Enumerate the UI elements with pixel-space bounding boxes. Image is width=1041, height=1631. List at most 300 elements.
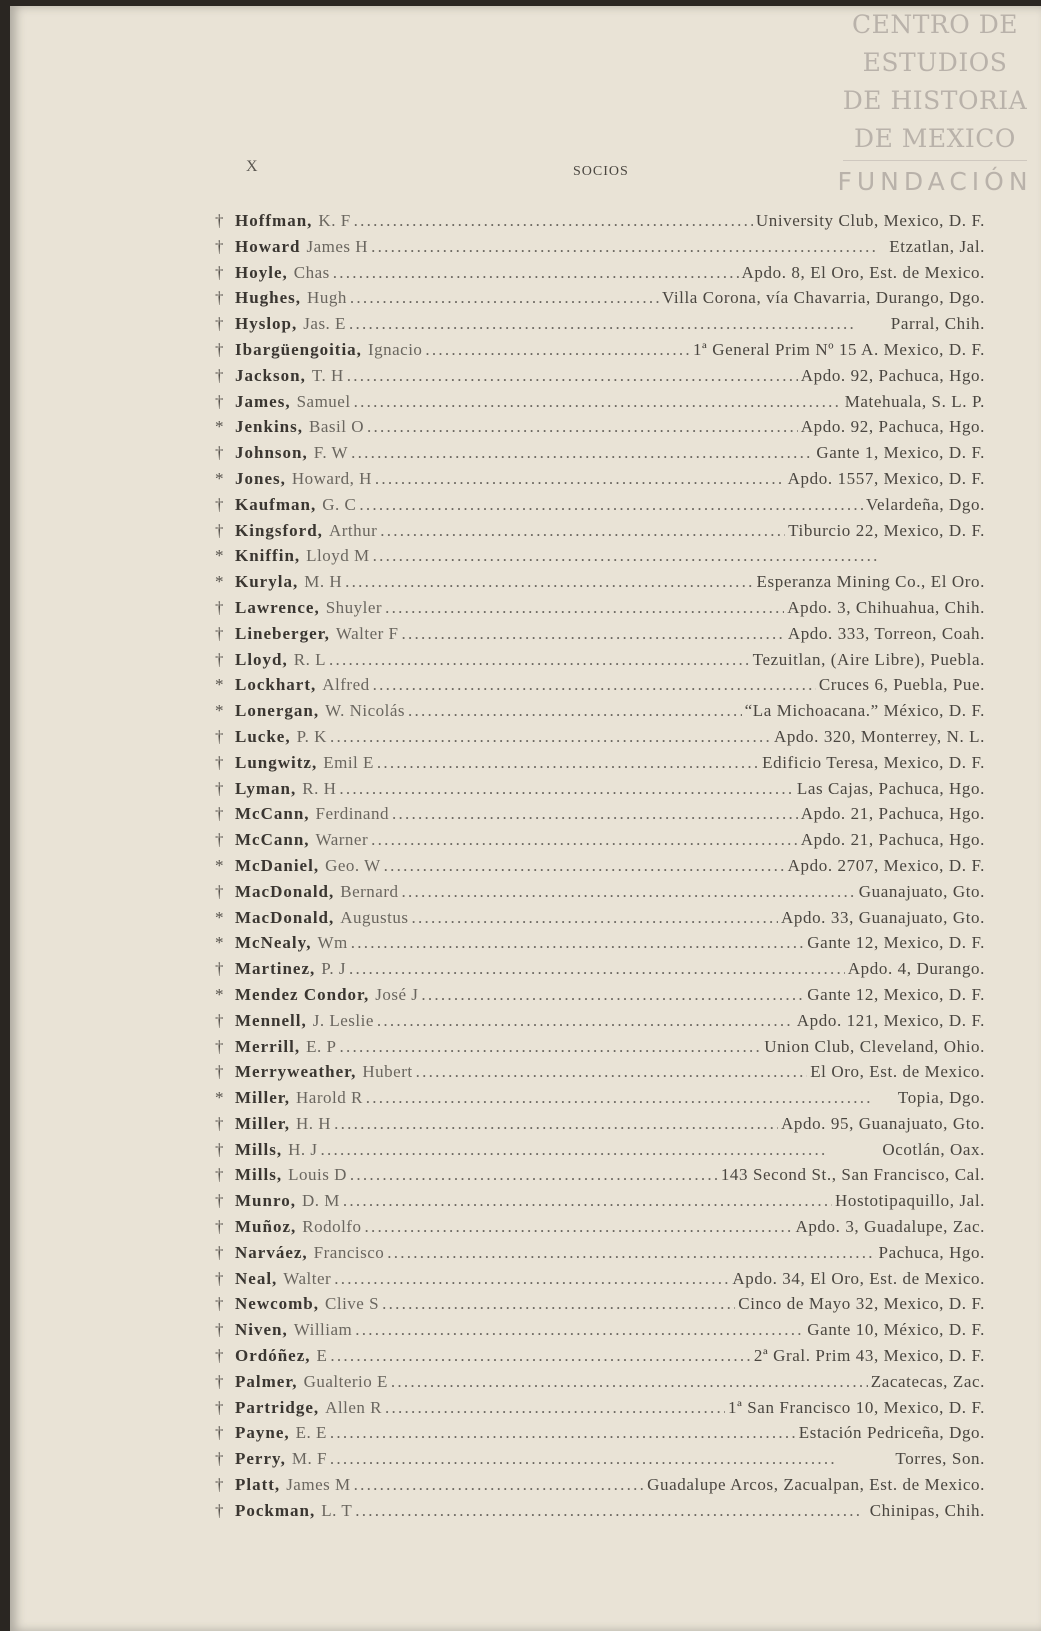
- member-surname: Hoffman,: [235, 211, 313, 230]
- membership-mark: †: [215, 726, 224, 746]
- membership-mark: *: [215, 572, 224, 592]
- membership-mark: †: [215, 1475, 224, 1495]
- member-row: [215, 572, 985, 598]
- member-address: 2ª Gral. Prim 43, Mexico, D. F.: [753, 1346, 985, 1366]
- member-surname: Mills,: [235, 1139, 283, 1159]
- member-surname: Kniffin,: [235, 546, 301, 566]
- membership-mark: †: [215, 262, 224, 282]
- member-row: [215, 417, 985, 443]
- member-row: [215, 1165, 985, 1191]
- member-surname: Jones,: [235, 468, 286, 488]
- membership-mark: †: [215, 1217, 224, 1237]
- member-row: [215, 340, 985, 366]
- membership-mark: †: [215, 1268, 224, 1288]
- member-row: [215, 908, 985, 934]
- member-row: [215, 1346, 985, 1372]
- member-address: Gante 10, México, D. F.: [807, 1320, 985, 1340]
- member-given-name: E. E: [295, 1423, 327, 1443]
- member-row: [215, 1398, 985, 1424]
- membership-mark: †: [215, 597, 224, 617]
- member-given-name: José J: [375, 984, 419, 1004]
- member-row: [215, 624, 985, 650]
- member-address: 143 Second St., San Francisco, Cal.: [720, 1165, 985, 1185]
- member-surname: Hoyle,: [235, 262, 288, 282]
- membership-mark: †: [215, 288, 224, 308]
- member-given-name: H. J: [288, 1139, 318, 1159]
- member-address: 1ª General Prim Nº 15 A. Mexico, D. F.: [692, 339, 985, 359]
- membership-mark: †: [215, 1371, 224, 1391]
- member-row: [215, 392, 985, 418]
- member-address: Apdo. 8, El Oro, Est. de Mexico.: [741, 262, 985, 282]
- member-row: [215, 314, 985, 340]
- member-address: Matehuala, S. L. P.: [844, 391, 985, 411]
- membership-mark: †: [215, 1165, 224, 1185]
- dot-leader: [354, 211, 753, 231]
- dot-leader: [334, 1269, 729, 1289]
- member-address: Gante 12, Mexico, D. F.: [807, 933, 985, 953]
- dot-leader: [373, 546, 982, 566]
- member-given-name: James M: [286, 1475, 351, 1495]
- member-row: [215, 1011, 985, 1037]
- member-row: [215, 779, 985, 805]
- member-given-name: Arthur: [328, 520, 378, 540]
- member-given-name: James H: [306, 236, 369, 256]
- member-surname: Munro,: [235, 1191, 296, 1211]
- member-surname: McCann,: [235, 804, 310, 824]
- member-surname: MacDonald,: [235, 881, 335, 901]
- member-row: [215, 366, 985, 392]
- member-surname: Jenkins,: [235, 417, 303, 437]
- member-given-name: H. H: [296, 1113, 332, 1133]
- membership-mark: †: [215, 1423, 224, 1443]
- membership-mark: †: [215, 314, 224, 334]
- member-address: Union Club, Cleveland, Ohio.: [764, 1036, 985, 1056]
- member-address: Hostotipaquillo, Jal.: [834, 1191, 985, 1211]
- member-address: Las Cajas, Pachuca, Hgo.: [796, 778, 985, 798]
- member-surname: Merrill,: [235, 1036, 301, 1056]
- dot-leader: [425, 340, 690, 360]
- member-address: Gante 1, Mexico, D. F.: [816, 443, 985, 463]
- membership-mark: *: [215, 546, 224, 566]
- member-given-name: Warner: [315, 830, 369, 850]
- dot-leader: [355, 1501, 867, 1521]
- member-surname: McDaniel,: [235, 855, 320, 875]
- member-address: Velardeña, Dgo.: [866, 494, 985, 514]
- member-address: Apdo. 2707, Mexico, D. F.: [787, 855, 985, 875]
- member-address: University Club, Mexico, D. F.: [755, 211, 985, 230]
- member-given-name: Bernard: [340, 881, 399, 901]
- member-surname: Lloyd,: [235, 649, 288, 669]
- member-address: “La Michoacana.” México, D. F.: [744, 701, 985, 721]
- stamp-line: DE MEXICO: [854, 124, 1016, 153]
- member-given-name: J. Leslie: [312, 1010, 374, 1030]
- membership-mark: †: [215, 1346, 224, 1366]
- member-surname: Miller,: [235, 1088, 290, 1108]
- member-row: [215, 1501, 985, 1527]
- member-row: [215, 675, 985, 701]
- membership-mark: †: [215, 649, 224, 669]
- dot-leader: [401, 624, 784, 644]
- member-address: Edificio Teresa, Mexico, D. F.: [762, 752, 985, 772]
- member-address: Apdo. 333, Torreon, Coah.: [787, 623, 985, 643]
- membership-mark: †: [215, 804, 224, 824]
- member-row: [215, 1217, 985, 1243]
- dot-leader: [347, 366, 798, 386]
- membership-mark: †: [215, 1010, 224, 1030]
- stamp-line: DE HISTORIA: [842, 86, 1028, 115]
- member-given-name: D. M: [301, 1191, 340, 1211]
- member-address: Guanajuato, Gto.: [858, 881, 985, 901]
- member-row: [215, 985, 985, 1011]
- dot-leader: [366, 1088, 895, 1108]
- member-address: El Oro, Est. de Mexico.: [810, 1062, 985, 1082]
- membership-mark: †: [215, 236, 224, 256]
- member-surname: James,: [235, 391, 291, 411]
- dot-leader: [334, 1114, 778, 1134]
- member-surname: Ibargüengoitia,: [235, 339, 362, 359]
- member-given-name: Louis D: [288, 1165, 347, 1185]
- member-address: Apdo. 3, Chihuahua, Chih.: [787, 597, 985, 617]
- dot-leader: [385, 1398, 725, 1418]
- member-row: [215, 727, 985, 753]
- member-surname: Partridge,: [235, 1397, 320, 1417]
- dot-leader: [371, 237, 886, 257]
- dot-leader: [371, 830, 798, 850]
- member-given-name: Emil E: [323, 752, 374, 772]
- member-address: Apdo. 21, Pachuca, Hgo.: [800, 830, 985, 850]
- dot-leader: [382, 1294, 735, 1314]
- member-address: Apdo. 33, Guanajuato, Gto.: [781, 907, 985, 927]
- member-given-name: Alfred: [322, 675, 370, 695]
- archive-stamp: [835, 6, 1035, 201]
- dot-leader: [330, 1449, 892, 1469]
- member-surname: Jackson,: [235, 365, 306, 385]
- dot-leader: [343, 1191, 832, 1211]
- dot-leader: [377, 1011, 794, 1031]
- membership-mark: †: [215, 391, 224, 411]
- dot-leader: [333, 263, 739, 283]
- membership-mark: †: [215, 778, 224, 798]
- membership-mark: *: [215, 1088, 224, 1108]
- membership-mark: †: [215, 1062, 224, 1082]
- member-given-name: P. K: [296, 726, 327, 746]
- member-given-name: Geo. W: [325, 855, 381, 875]
- member-surname: Lucke,: [235, 726, 291, 746]
- member-surname: Lockhart,: [235, 675, 317, 695]
- member-row: [215, 1088, 985, 1114]
- member-surname: Johnson,: [235, 443, 308, 463]
- member-address: Cinco de Mayo 32, Mexico, D. F.: [738, 1294, 985, 1314]
- member-given-name: P. J: [321, 959, 346, 979]
- membership-mark: *: [215, 984, 224, 1004]
- member-address: Apdo. 92, Pachuca, Hgo.: [800, 417, 985, 437]
- dot-leader: [380, 521, 785, 541]
- dot-leader: [421, 985, 804, 1005]
- member-address: 1ª San Francisco 10, Mexico, D. F.: [728, 1397, 985, 1417]
- member-row: [215, 546, 985, 572]
- member-surname: Pockman,: [235, 1500, 316, 1520]
- member-address: Apdo. 34, El Oro, Est. de Mexico.: [732, 1268, 985, 1288]
- member-given-name: Ignacio: [367, 339, 423, 359]
- member-surname: Lyman,: [235, 778, 297, 798]
- member-address: Tezuitlan, (Aire Libre), Puebla.: [752, 649, 985, 669]
- member-row: [215, 1320, 985, 1346]
- dot-leader: [411, 908, 778, 928]
- membership-mark: †: [215, 1397, 224, 1417]
- member-row: [215, 443, 985, 469]
- dot-leader: [330, 1346, 750, 1366]
- member-surname: Lineberger,: [235, 623, 330, 643]
- member-row: [215, 1243, 985, 1269]
- member-row: [215, 211, 985, 237]
- member-surname: Hughes,: [235, 288, 302, 308]
- member-address: Zacatecas, Zac.: [870, 1371, 985, 1391]
- member-given-name: Francisco: [313, 1242, 385, 1262]
- dot-leader: [350, 288, 659, 308]
- dot-leader: [355, 1320, 804, 1340]
- member-address: Apdo. 21, Pachuca, Hgo.: [800, 804, 985, 824]
- membership-mark: †: [215, 1242, 224, 1262]
- membership-mark: *: [215, 855, 224, 875]
- stamp-foundation: FUNDACIÓN: [837, 167, 1033, 196]
- member-row: [215, 701, 985, 727]
- running-title: SOCIOS: [573, 164, 629, 179]
- member-given-name: Lloyd M: [306, 546, 370, 566]
- dot-leader: [321, 1140, 880, 1160]
- member-surname: MacDonald,: [235, 907, 335, 927]
- member-row: [215, 288, 985, 314]
- membership-mark: *: [215, 675, 224, 695]
- dot-leader: [354, 1475, 645, 1495]
- stamp-line: CENTRO DE: [852, 10, 1018, 39]
- member-given-name: M. H: [304, 572, 343, 592]
- member-address: Ocotlán, Oax.: [882, 1139, 985, 1159]
- member-row: [215, 650, 985, 676]
- dot-leader: [367, 417, 798, 437]
- member-surname: Lonergan,: [235, 701, 320, 721]
- member-list: [215, 211, 985, 1527]
- dot-leader: [339, 779, 793, 799]
- membership-mark: †: [215, 752, 224, 772]
- member-given-name: Augustus: [340, 907, 409, 927]
- member-address: Apdo. 3, Guadalupe, Zac.: [795, 1217, 985, 1237]
- member-address: Chinipas, Chih.: [869, 1500, 985, 1520]
- member-given-name: William: [293, 1320, 353, 1340]
- member-row: [215, 469, 985, 495]
- member-given-name: Jas. E: [303, 314, 346, 334]
- member-row: [215, 598, 985, 624]
- member-surname: Mendez Condor,: [235, 984, 370, 1004]
- membership-mark: †: [215, 830, 224, 850]
- member-row: [215, 1294, 985, 1320]
- member-address: Torres, Son.: [895, 1449, 985, 1469]
- member-surname: Platt,: [235, 1475, 281, 1495]
- membership-mark: †: [215, 443, 224, 463]
- member-surname: Payne,: [235, 1423, 290, 1443]
- member-given-name: Rodolfo: [302, 1217, 362, 1237]
- member-address: Apdo. 121, Mexico, D. F.: [796, 1010, 985, 1030]
- member-row: [215, 856, 985, 882]
- membership-mark: †: [215, 339, 224, 359]
- member-row: [215, 1269, 985, 1295]
- member-given-name: E: [316, 1346, 328, 1366]
- dot-leader: [339, 1037, 761, 1057]
- dot-leader: [392, 804, 798, 824]
- membership-mark: †: [215, 520, 224, 540]
- member-given-name: Harold R: [296, 1088, 363, 1108]
- membership-mark: †: [215, 1191, 224, 1211]
- membership-mark: †: [215, 494, 224, 514]
- member-given-name: Allen R: [325, 1397, 382, 1417]
- member-given-name: Walter F: [335, 623, 399, 643]
- member-row: [215, 495, 985, 521]
- member-surname: McCann,: [235, 830, 310, 850]
- dot-leader: [373, 675, 816, 695]
- member-given-name: L. T: [321, 1500, 353, 1520]
- dot-leader: [385, 598, 784, 618]
- member-address: Etzatlan, Jal.: [889, 236, 985, 256]
- dot-leader: [375, 469, 785, 489]
- member-row: [215, 521, 985, 547]
- member-row: [215, 882, 985, 908]
- dot-leader: [330, 727, 771, 747]
- membership-mark: *: [215, 468, 224, 488]
- member-address: Esperanza Mining Co., El Oro.: [756, 572, 985, 592]
- member-address: Tiburcio 22, Mexico, D. F.: [788, 520, 985, 540]
- member-surname: Lawrence,: [235, 597, 320, 617]
- member-surname: Palmer,: [235, 1371, 298, 1391]
- member-row: [215, 1423, 985, 1449]
- member-address: Apdo. 95, Guanajuato, Gto.: [781, 1113, 985, 1133]
- dot-leader: [329, 650, 750, 670]
- member-address: Estación Pedriceña, Dgo.: [798, 1423, 985, 1443]
- dot-leader: [354, 392, 842, 412]
- member-surname: Ordóñez,: [235, 1346, 311, 1366]
- member-given-name: Wm: [317, 933, 348, 953]
- member-row: [215, 1475, 985, 1501]
- membership-mark: †: [215, 1139, 224, 1159]
- member-surname: Muñoz,: [235, 1217, 297, 1237]
- member-given-name: F. W: [313, 443, 349, 463]
- member-row: [215, 1191, 985, 1217]
- member-address: Apdo. 1557, Mexico, D. F.: [787, 468, 985, 488]
- member-surname: Perry,: [235, 1449, 286, 1469]
- member-address: Apdo. 4, Durango.: [847, 959, 985, 979]
- member-surname: Mills,: [235, 1165, 283, 1185]
- member-given-name: T. H: [311, 365, 344, 385]
- membership-mark: †: [215, 623, 224, 643]
- dot-leader: [330, 1423, 796, 1443]
- dot-leader: [350, 1165, 718, 1185]
- member-address: Apdo. 92, Pachuca, Hgo.: [800, 365, 985, 385]
- page-number: X: [246, 158, 258, 175]
- dot-leader: [364, 1217, 792, 1237]
- stamp-line: ESTUDIOS: [862, 48, 1008, 77]
- member-row: [215, 1449, 985, 1475]
- dot-leader: [408, 701, 742, 721]
- member-surname: Kingsford,: [235, 520, 323, 540]
- member-given-name: Basil O: [309, 417, 364, 437]
- membership-mark: †: [215, 1320, 224, 1340]
- membership-mark: †: [215, 1036, 224, 1056]
- member-row: [215, 263, 985, 289]
- dot-leader: [359, 495, 863, 515]
- dot-leader: [416, 1062, 808, 1082]
- member-surname: Neal,: [235, 1268, 278, 1288]
- member-row: [215, 237, 985, 263]
- member-given-name: K. F: [318, 211, 351, 230]
- member-given-name: Walter: [283, 1268, 332, 1288]
- member-row: [215, 933, 985, 959]
- member-surname: Merryweather,: [235, 1062, 357, 1082]
- member-given-name: Clive S: [325, 1294, 380, 1314]
- member-surname: Newcomb,: [235, 1294, 320, 1314]
- stamp-divider: [843, 160, 1027, 161]
- member-given-name: Hubert: [362, 1062, 413, 1082]
- member-row: [215, 1372, 985, 1398]
- membership-mark: †: [215, 365, 224, 385]
- member-address: Pachuca, Hgo.: [878, 1242, 985, 1262]
- membership-mark: †: [215, 1294, 224, 1314]
- member-given-name: Howard, H: [291, 468, 372, 488]
- membership-mark: †: [215, 959, 224, 979]
- member-row: [215, 804, 985, 830]
- member-row: [215, 830, 985, 856]
- membership-mark: †: [215, 1449, 224, 1469]
- dot-leader: [391, 1372, 868, 1392]
- member-given-name: R. L: [293, 649, 327, 669]
- member-row: [215, 753, 985, 779]
- member-surname: Howard: [235, 236, 301, 256]
- member-address: Villa Corona, vía Chavarria, Durango, Dgo.: [661, 288, 985, 308]
- dot-leader: [387, 1243, 875, 1263]
- member-given-name: E. P: [306, 1036, 337, 1056]
- member-given-name: Gualterio E: [303, 1371, 388, 1391]
- member-given-name: G. C: [322, 494, 357, 514]
- member-given-name: M. F: [291, 1449, 327, 1469]
- membership-mark: *: [215, 701, 224, 721]
- member-given-name: W. Nicolás: [325, 701, 406, 721]
- member-given-name: R. H: [302, 778, 337, 798]
- dot-leader: [345, 572, 753, 592]
- member-surname: Narváez,: [235, 1242, 308, 1262]
- member-surname: McNealy,: [235, 933, 312, 953]
- member-surname: Niven,: [235, 1320, 288, 1340]
- membership-mark: †: [215, 1113, 224, 1133]
- member-surname: Kaufman,: [235, 494, 317, 514]
- member-address: Guadalupe Arcos, Zacualpan, Est. de Mexico.: [647, 1475, 985, 1495]
- member-surname: Mennell,: [235, 1010, 307, 1030]
- member-row: [215, 959, 985, 985]
- membership-mark: *: [215, 933, 224, 953]
- member-row: [215, 1037, 985, 1063]
- member-given-name: Chas: [293, 262, 330, 282]
- membership-mark: *: [215, 907, 224, 927]
- member-given-name: Ferdinand: [315, 804, 389, 824]
- dot-leader: [402, 882, 856, 902]
- member-surname: Lungwitz,: [235, 752, 318, 772]
- member-row: [215, 1062, 985, 1088]
- member-surname: Miller,: [235, 1113, 290, 1133]
- member-surname: Kuryla,: [235, 572, 299, 592]
- membership-mark: †: [215, 211, 224, 230]
- membership-mark: †: [215, 881, 224, 901]
- member-surname: Hyslop,: [235, 314, 298, 334]
- document-page: [10, 6, 1041, 1631]
- member-row: [215, 1114, 985, 1140]
- member-address: Cruces 6, Puebla, Pue.: [818, 675, 985, 695]
- member-address: Topia, Dgo.: [897, 1088, 985, 1108]
